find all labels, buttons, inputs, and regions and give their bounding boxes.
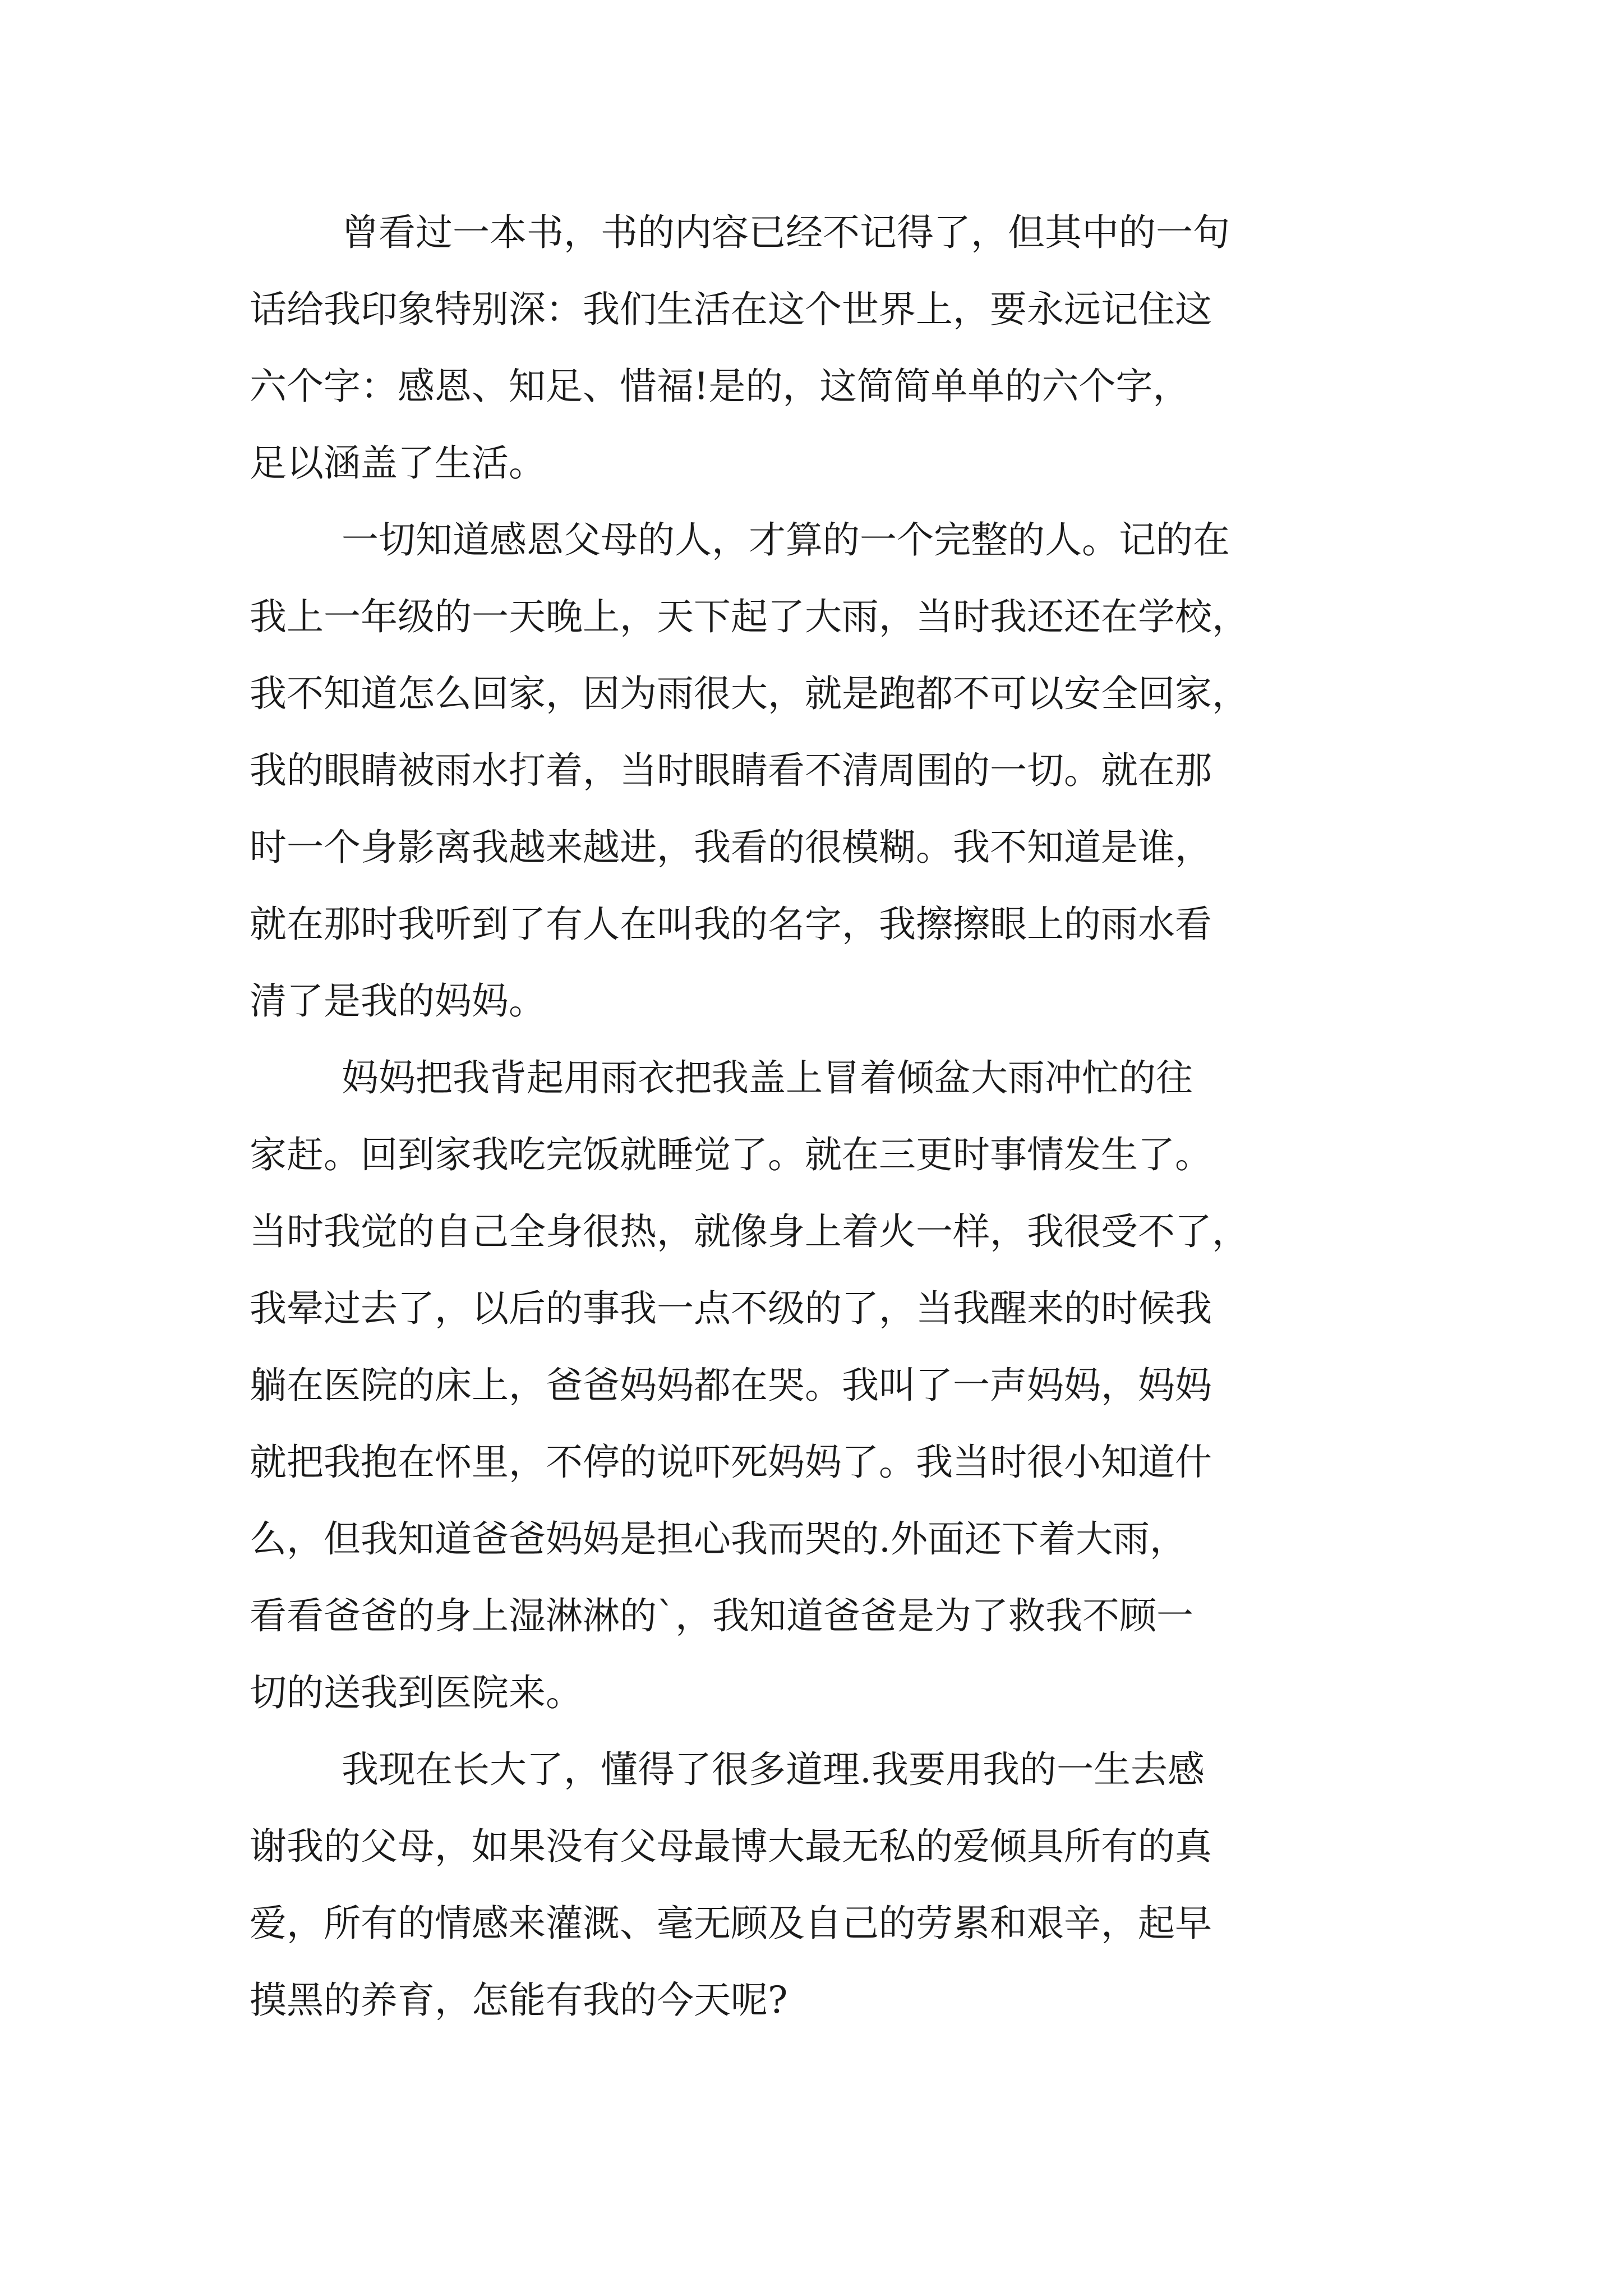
paragraph-4-line-1: 我现在长大了，懂得了很多道理.我要用我的一生去感 (342, 1748, 1205, 1791)
paragraph-2-line-3: 我不知道怎么回家，因为雨很大，就是跑都不可以安全回家， (250, 672, 1249, 715)
paragraph-1-line-3: 六个字：感恩、知足、惜福!是的，这简简单单的六个字， (250, 365, 1190, 408)
paragraph-4-line-4: 摸黑的养育，怎能有我的今天呢? (250, 1978, 788, 2022)
paragraph-3-line-5: 躺在医院的床上，爸爸妈妈都在哭。我叫了一声妈妈，妈妈 (250, 1364, 1212, 1407)
paragraph-2-line-5: 时一个身影离我越来越进，我看的很模糊。我不知道是谁， (250, 826, 1212, 869)
paragraph-3-line-3: 当时我觉的自己全身很热，就像身上着火一样，我很受不了， (250, 1210, 1249, 1253)
paragraph-2-line-4: 我的眼睛被雨水打着，当时眼睛看不清周围的一切。就在那 (250, 749, 1212, 792)
paragraph-1-line-2: 话给我印象特别深：我们生活在这个世界上，要永远记住这 (250, 288, 1212, 331)
paragraph-4-line-3: 爱，所有的情感来灌溉、毫无顾及自己的劳累和艰辛，起早 (250, 1902, 1212, 1945)
paragraph-3-line-4: 我晕过去了，以后的事我一点不级的了，当我醒来的时候我 (250, 1287, 1212, 1330)
paragraph-1-line-4: 足以涵盖了生活。 (250, 441, 546, 485)
paragraph-3-line-9: 切的送我到医院来。 (250, 1671, 583, 1714)
paragraph-2-line-7: 清了是我的妈妈。 (250, 979, 546, 1023)
paragraph-4-line-2: 谢我的父母，如果没有父母最博大最无私的爱倾具所有的真 (250, 1825, 1212, 1868)
paragraph-3-line-1: 妈妈把我背起用雨衣把我盖上冒着倾盆大雨冲忙的往 (342, 1056, 1193, 1099)
paragraph-3-line-8: 看看爸爸的身上湿淋淋的`，我知道爸爸是为了救我不顾一 (250, 1594, 1193, 1637)
paragraph-1-line-1: 曾看过一本书，书的内容已经不记得了，但其中的一句 (342, 211, 1230, 254)
paragraph-2-line-1: 一切知道感恩父母的人，才算的一个完整的人。记的在 (342, 518, 1230, 562)
paragraph-2-line-6: 就在那时我听到了有人在叫我的名字，我擦擦眼上的雨水看 (250, 903, 1212, 946)
paragraph-3-line-7: 么，但我知道爸爸妈妈是担心我而哭的.外面还下着大雨， (250, 1517, 1187, 1561)
paragraph-3-line-2: 家赶。回到家我吃完饭就睡觉了。就在三更时事情发生了。 (250, 1133, 1212, 1176)
paragraph-3-line-6: 就把我抱在怀里，不停的说吓死妈妈了。我当时很小知道什 (250, 1441, 1212, 1484)
paragraph-2-line-2: 我上一年级的一天晚上，天下起了大雨，当时我还还在学校， (250, 595, 1249, 638)
